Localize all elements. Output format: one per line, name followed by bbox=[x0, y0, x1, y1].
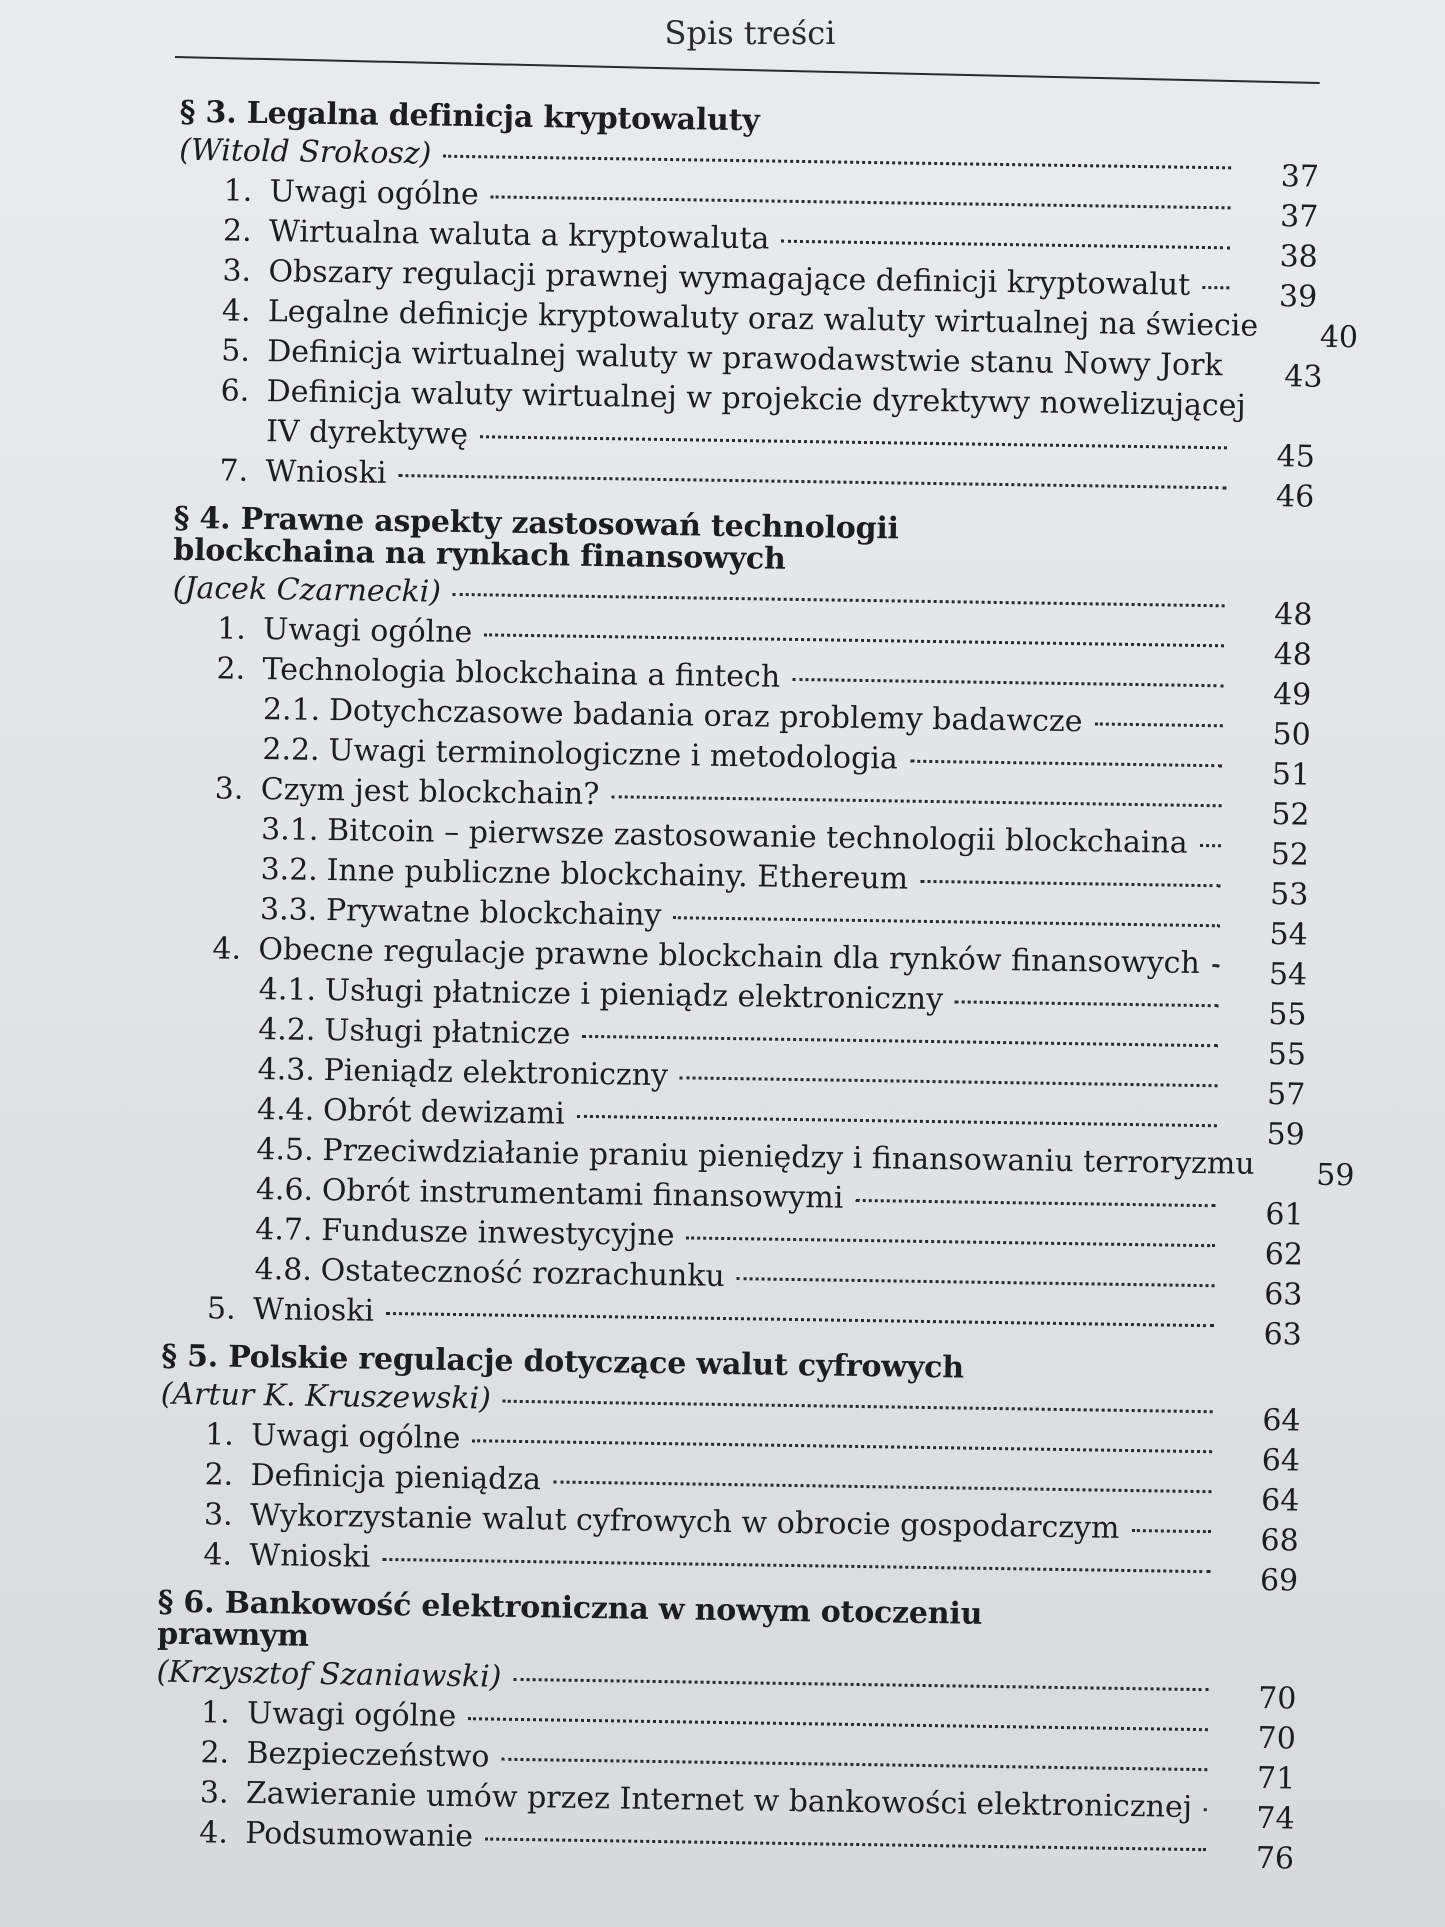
leader-dots bbox=[1204, 1808, 1207, 1811]
leader-dots bbox=[792, 678, 1223, 687]
page-number: 59 bbox=[1316, 1157, 1355, 1194]
page-number: 64 bbox=[1261, 1442, 1301, 1479]
page-number: 62 bbox=[1264, 1236, 1304, 1273]
page-number: 64 bbox=[1260, 1482, 1300, 1519]
entry-title: Obrót instrumentami finansowymi bbox=[321, 1172, 844, 1216]
entry-number: 3.2. bbox=[260, 852, 319, 888]
entry-title: Inne publiczne blockchainy. Ethereum bbox=[326, 853, 909, 897]
page-number: 57 bbox=[1266, 1077, 1306, 1113]
toc-section bbox=[174, 94, 1359, 515]
section-title: § 6. Bankowość elektroniczna w nowym otoczeniu prawnym bbox=[156, 1584, 983, 1654]
entry-number: 3. bbox=[222, 253, 252, 289]
entry-title: Usługi płatnicze i pieniądz elektroniczny bbox=[324, 973, 944, 1018]
page-number: 68 bbox=[1260, 1522, 1300, 1559]
entry-number: 2. bbox=[222, 213, 252, 249]
page-number: 63 bbox=[1263, 1316, 1303, 1353]
entry-title: Wirtualna waluta a kryptowaluta bbox=[268, 214, 770, 257]
entry-title: Pieniądz elektroniczny bbox=[323, 1053, 669, 1094]
entry-number: 2. bbox=[200, 1735, 230, 1771]
leader-dots bbox=[737, 1277, 1215, 1287]
leader-dots bbox=[680, 1076, 1218, 1087]
leader-dots bbox=[1131, 1529, 1210, 1533]
entry-number: 1. bbox=[200, 1695, 230, 1731]
entry-title: Bezpieczeństwo bbox=[246, 1735, 490, 1775]
section-author: (Artur K. Kruszewski) bbox=[160, 1376, 492, 1417]
page-number: 70 bbox=[1257, 1720, 1297, 1757]
entry-number: 4.1. bbox=[258, 972, 317, 1008]
entry-title: Ostateczność rozrachunku bbox=[320, 1252, 726, 1294]
entry-number: 4.5. bbox=[256, 1132, 314, 1168]
page-number: 37 bbox=[1280, 159, 1320, 195]
entry-title: Prywatne blockchainy bbox=[325, 893, 662, 933]
entry-number: 5. bbox=[221, 333, 251, 369]
leader-dots bbox=[781, 240, 1230, 250]
leader-dots bbox=[611, 795, 1221, 807]
leader-dots bbox=[955, 1000, 1219, 1007]
entry-title: Wnioski bbox=[249, 1537, 371, 1575]
page-number: 64 bbox=[1262, 1402, 1301, 1439]
entry-number: 1. bbox=[216, 611, 247, 647]
entry-number: 4.7. bbox=[254, 1212, 313, 1248]
leader-dots bbox=[472, 1439, 1212, 1453]
entry-title: Obszary regulacji prawnej wymagające definicji kryptowalut bbox=[268, 254, 1191, 303]
leader-dots bbox=[398, 474, 1226, 489]
entry-number: 4.6. bbox=[255, 1172, 314, 1208]
page-number: 46 bbox=[1275, 479, 1315, 515]
page-number: 39 bbox=[1278, 279, 1318, 315]
entry-title: Uwagi ogólne bbox=[250, 1417, 461, 1457]
entry-number: 4.2. bbox=[257, 1012, 316, 1048]
leader-dots bbox=[491, 195, 1231, 209]
entry-title: Technologia blockchaina a fintech bbox=[262, 652, 781, 695]
page-number: 63 bbox=[1263, 1276, 1303, 1313]
leader-dots bbox=[503, 1400, 1213, 1414]
section-title: § 5. Polskie regulacje dotyczące walut cyfrowych bbox=[161, 1338, 965, 1386]
leader-dots bbox=[920, 880, 1220, 887]
entry-number: 2. bbox=[204, 1457, 234, 1493]
entry-title: Wykorzystanie walut cyfrowych w obrocie gospodarczym bbox=[249, 1497, 1120, 1546]
entry-title: Uwagi ogólne bbox=[246, 1695, 457, 1735]
entry-title: Przeciwdziałanie praniu pieniędzy i finansowaniu terroryzmu bbox=[322, 1132, 1255, 1182]
entry-title: Definicja pieniądza bbox=[250, 1457, 542, 1498]
entry-number: 3. bbox=[199, 1775, 229, 1811]
leader-dots bbox=[553, 1480, 1211, 1493]
entry-title: Legalne definicje kryptowaluty oraz waluty wirtualnej na świecie bbox=[267, 294, 1259, 344]
entry-title: Bitcoin – pierwsze zastosowanie technologii blockchaina bbox=[326, 813, 1188, 861]
table-of-contents bbox=[0, 94, 1445, 1877]
leader-dots bbox=[1200, 844, 1221, 847]
toc-section bbox=[162, 500, 1355, 1353]
leader-dots bbox=[485, 1837, 1206, 1851]
entry-number: 4. bbox=[199, 1815, 229, 1851]
leader-dots bbox=[453, 593, 1225, 607]
page-number: 74 bbox=[1256, 1800, 1295, 1837]
leader-dots bbox=[855, 1199, 1215, 1207]
page-number: 69 bbox=[1259, 1562, 1299, 1599]
entry-number: 2.2. bbox=[262, 732, 320, 768]
section-author: (Jacek Czarnecki) bbox=[172, 570, 442, 610]
entry-number: 3. bbox=[214, 771, 244, 807]
page-number: 59 bbox=[1266, 1117, 1306, 1153]
entry-number: 4.4. bbox=[256, 1092, 315, 1128]
page-number: 43 bbox=[1284, 359, 1323, 395]
leader-dots bbox=[1202, 286, 1229, 289]
leader-dots bbox=[382, 1558, 1210, 1573]
entry-number: 4. bbox=[203, 1537, 233, 1573]
entry-number: 4. bbox=[221, 293, 251, 329]
entry-title: Podsumowanie bbox=[245, 1815, 474, 1855]
entry-title: Obecne regulacje prawne blockchain dla rynków finansowych bbox=[258, 932, 1201, 981]
entry-title: Definicja waluty wirtualnej w projekcie dyrektywy nowelizującej bbox=[266, 374, 1247, 424]
page-number: 48 bbox=[1274, 597, 1313, 633]
entry-title: Dotychczasowe badania oraz problemy badawcze bbox=[328, 693, 1083, 740]
entry-title-continued: IV dyrektywę bbox=[265, 414, 469, 453]
leader-dots bbox=[673, 916, 1220, 927]
section-title: § 4. Prawne aspekty zastosowań technologii blockchaina na rynkach finansowych bbox=[173, 500, 900, 577]
entry-title: Usługi płatnicze bbox=[323, 1013, 571, 1052]
entry-number: 1. bbox=[223, 173, 253, 209]
leader-dots bbox=[582, 1035, 1218, 1047]
leader-dots bbox=[443, 155, 1231, 170]
page-number: 55 bbox=[1267, 1037, 1307, 1073]
page-number: 45 bbox=[1276, 439, 1316, 475]
page-number: 54 bbox=[1268, 957, 1308, 993]
entry-title: Uwagi terminologiczne i metodologia bbox=[328, 733, 899, 777]
page-number: 52 bbox=[1271, 797, 1310, 833]
page-number: 40 bbox=[1319, 319, 1359, 356]
entry-title: Czym jest blockchain? bbox=[260, 772, 600, 813]
leader-dots bbox=[468, 1717, 1208, 1731]
page-number: 51 bbox=[1271, 757, 1311, 793]
page-number: 53 bbox=[1269, 877, 1309, 913]
page-number: 49 bbox=[1272, 677, 1312, 713]
leader-dots bbox=[386, 1312, 1214, 1327]
toc-section bbox=[158, 1338, 1301, 1599]
leader-dots bbox=[910, 760, 1223, 768]
entry-title: Wnioski bbox=[265, 454, 387, 491]
entry-number: 7. bbox=[219, 453, 249, 489]
page-number: 54 bbox=[1269, 917, 1308, 953]
entry-number: 1. bbox=[204, 1417, 235, 1453]
section-author: (Witold Srokosz) bbox=[178, 132, 432, 172]
page-number: 61 bbox=[1265, 1196, 1304, 1233]
entry-title: Wnioski bbox=[252, 1291, 375, 1329]
entry-title: Zawieranie umów przez Internet w bankowości elektronicznej bbox=[245, 1775, 1193, 1825]
leader-dots bbox=[484, 633, 1224, 647]
page-number: 48 bbox=[1273, 637, 1313, 673]
leader-dots bbox=[1094, 722, 1222, 727]
leader-dots bbox=[577, 1115, 1217, 1127]
entry-title: Uwagi ogólne bbox=[262, 612, 473, 651]
page-number: 37 bbox=[1279, 199, 1319, 235]
section-title: § 3. Legalna definicja kryptowaluty bbox=[179, 94, 760, 139]
entry-number: 3.1. bbox=[260, 812, 319, 848]
page-number: 52 bbox=[1270, 837, 1310, 873]
page-number: 38 bbox=[1279, 239, 1319, 275]
entry-title: Obrót dewizami bbox=[322, 1093, 566, 1132]
entry-number: 4. bbox=[212, 931, 242, 967]
running-header: Spis treści bbox=[664, 14, 836, 52]
entry-number: 3.3. bbox=[259, 892, 318, 928]
page-number: 71 bbox=[1256, 1760, 1296, 1797]
entry-title: Fundusze inwestycyjne bbox=[320, 1212, 675, 1254]
page-number: 55 bbox=[1268, 997, 1307, 1033]
page-number: 50 bbox=[1272, 717, 1311, 753]
leader-dots bbox=[687, 1236, 1216, 1247]
leader-dots bbox=[1212, 964, 1220, 967]
entry-number: 4.3. bbox=[257, 1052, 316, 1088]
entry-number: 3. bbox=[203, 1497, 233, 1533]
entry-title: Definicja wirtualnej waluty w prawodawstwie stanu Nowy Jork bbox=[267, 334, 1223, 384]
section-author: (Krzysztof Szaniawski) bbox=[156, 1654, 502, 1695]
page-number: 70 bbox=[1257, 1680, 1297, 1717]
entry-number: 6. bbox=[220, 373, 250, 409]
leader-dots bbox=[501, 1758, 1207, 1771]
toc-section bbox=[154, 1584, 1298, 1877]
entry-number: 2.1. bbox=[262, 692, 321, 728]
leader-dots bbox=[513, 1678, 1208, 1691]
entry-number: 2. bbox=[216, 651, 246, 687]
entry-number: 4.8. bbox=[254, 1252, 313, 1288]
page-number: 76 bbox=[1255, 1840, 1295, 1877]
entry-title: Uwagi ogólne bbox=[269, 174, 480, 213]
entry-number: 5. bbox=[206, 1291, 236, 1327]
header-rule bbox=[175, 56, 1320, 84]
leader-dots bbox=[480, 435, 1227, 449]
